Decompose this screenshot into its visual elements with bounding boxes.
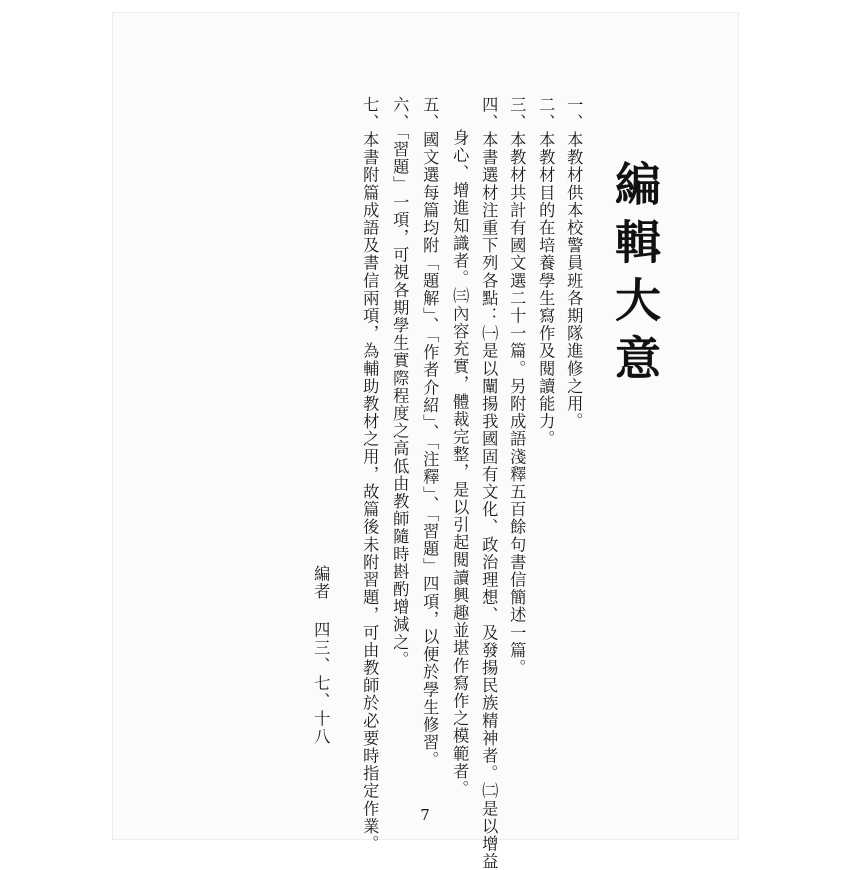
page-number: 7 [420,806,430,824]
item-6: 六、「習題」一項，可視各期學生實際程度之高低由教師隨時斟酌增減之。 [390,96,410,669]
item-4-continued: 身心、增進知識者。㈢內容充實，體裁完整，是以引起閱讀興趣並堪作寫作之模範者。 [450,129,470,798]
item-5: 五、國文選每篇均附「題解」、「作者介紹」、「注釋」、「習題」四項，以便於學生修習。 [420,96,440,769]
editor-signature: 編者 四三、七、十八 [311,565,331,746]
item-3: 三、本教材共計有國文選二十一篇。另附成語淺釋五百餘句書信簡述一篇。 [507,96,527,677]
item-4: 四、本書選材注重下列各點：㈠是以闡揚我國固有文化、政治理想、及發揚民族精神者。㈡是以增益 [479,96,499,870]
item-2: 二、本教材目的在培養學生寫作及閱讀能力。 [536,96,556,448]
item-7: 七、本書附篇成語及書信兩項，為輔助教材之用，故篇後未附習題，可由教師於必要時指定作業。 [360,96,380,853]
page-title: 編輯大意 [608,160,662,392]
item-1: 一、本教材供本校警員班各期隊進修之用。 [564,96,584,431]
